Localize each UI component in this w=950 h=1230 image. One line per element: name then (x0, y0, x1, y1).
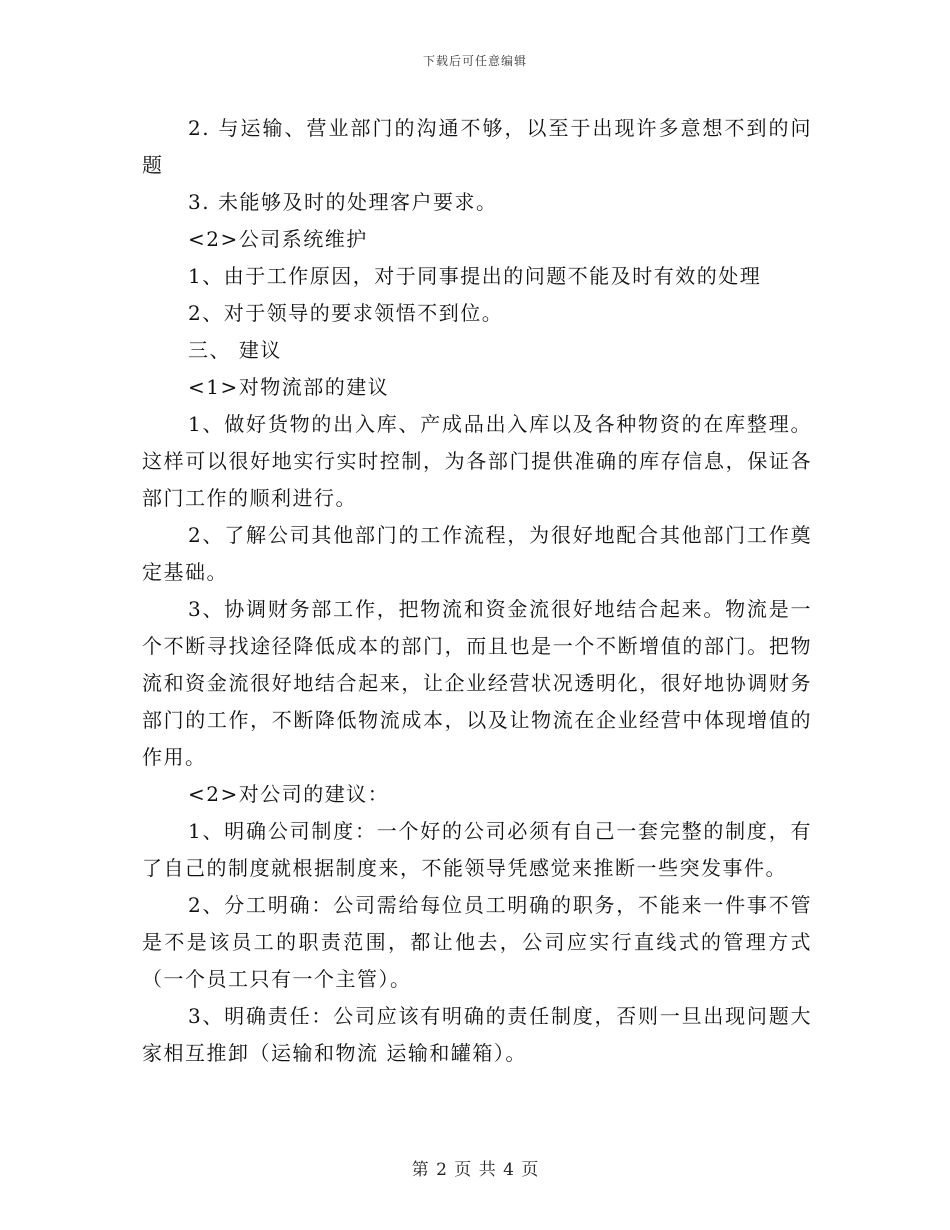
paragraph-finance-coordination: 3、协调财务部工作，把物流和资金流很好地结合起来。物流是一个不断寻找途径降低成本的部门，而且也是一个不断增值的部门。把物流和资金流很好地结合起来，让企业经营状况透明化，很好地协调财务部门的工作，不断降低物流成本，以及让物流在企业经营中体现增值的作用。 (142, 597, 812, 769)
document-body (142, 110, 812, 1072)
paragraph-colleague-issues: 1、由于工作原因，对于同事提出的问题不能及时有效的处理 (188, 264, 762, 288)
paragraph-workflow: 2、了解公司其他部门的工作流程，为很好地配合其他部门工作奠定基础。 (142, 523, 812, 584)
subheading-system-maintenance: <2>公司系统维护 (188, 227, 368, 251)
paragraph-division-of-labor: 2、分工明确：公司需给每位员工明确的职务，不能来一件事不管是不是该员工的职责范围，都让他去，公司应实行直线式的管理方式（一个员工只有一个主管）。 (142, 893, 812, 991)
subheading-logistics-suggestions: <1>对物流部的建议 (188, 375, 390, 399)
paragraph-customer-requests: 3. 未能够及时的处理客户要求。 (188, 190, 498, 214)
section-heading-suggestions: 三、 建议 (188, 338, 282, 362)
paragraph-leader-requirements: 2、对于领导的要求领悟不到位。 (188, 301, 504, 325)
subheading-company-suggestions: <2>对公司的建议： (188, 782, 390, 806)
page-header: 下载后可任意编辑 (422, 54, 527, 68)
paragraph-inventory: 1、做好货物的出入库、产成品出入库以及各种物资的在库整理。这样可以很好地实行实时控制，为各部门提供准确的库存信息，保证各部门工作的顺利进行。 (142, 412, 812, 510)
paragraph-responsibility: 3、明确责任：公司应该有明确的责任制度，否则一旦出现问题大家相互推卸（运输和物流 运输和罐箱）。 (142, 1004, 812, 1065)
paragraph-communication-issue: 2. 与运输、营业部门的沟通不够，以至于出现许多意想不到的问题 (142, 116, 812, 177)
paragraph-company-rules: 1、明确公司制度：一个好的公司必须有自己一套完整的制度，有了自己的制度就根据制度来，不能领导凭感觉来推断一些突发事件。 (142, 819, 812, 880)
page-footer: 第 2 页 共 4 页 (411, 1160, 539, 1180)
